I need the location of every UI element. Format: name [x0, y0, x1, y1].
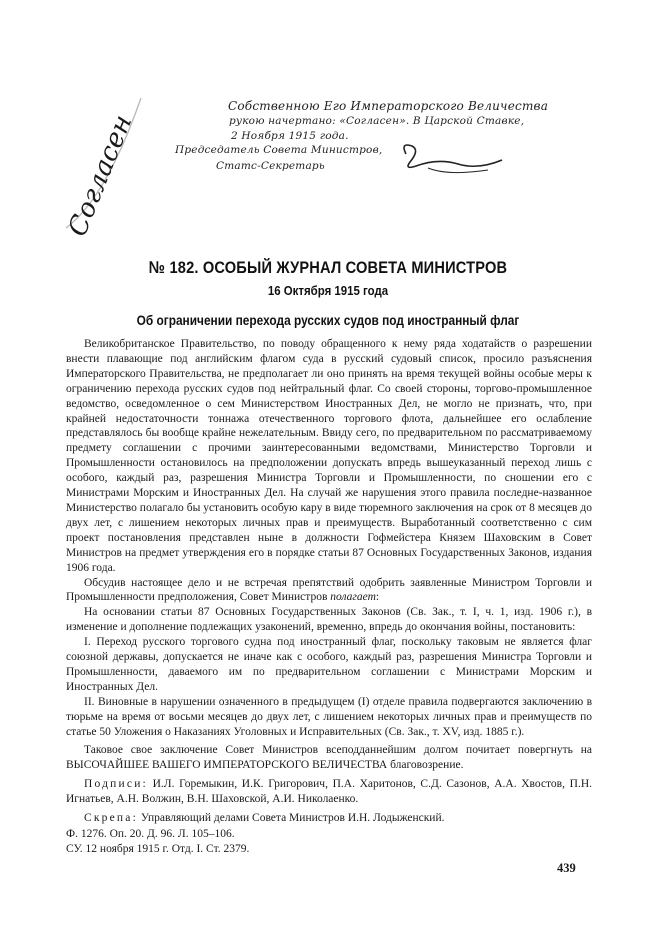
paragraph: [66, 576, 592, 606]
document-subtitle: Об ограничении перехода русских судов под иностранный флаг: [136, 313, 520, 328]
paragraph: I. Переход русского торгового судна под иностранный флаг, поскольку таковым не является флаг союзной державы, допускается не иначе как с особого, каждый раз, разрешения Министра Торговли и Промышленности, даваемого им по предварительном соглашении с Министрами Морским и Иностранных Дел.: [66, 636, 592, 693]
document-date: 16 Октября 1915 года: [267, 283, 389, 298]
verdict-word: полагает: [330, 591, 376, 604]
handwritten-line-2: рукою начертано: «Согласен». В Царской Ставке,: [229, 115, 525, 127]
handwritten-line-1: Собственною Его Императорского Величества: [228, 99, 549, 113]
resolution-word: Согласен: [62, 110, 139, 241]
archive-references: [66, 827, 249, 856]
handwritten-resolution: [46, 78, 196, 248]
paragraph: Таковое свое заключение Совет Министров всеподданнейшим долгом почитает повергнуть на ВЫСОЧАЙШЕЕ ВАШЕГО ИМПЕРАТОРСКОГО ВЕЛИЧЕСТВА благовозрение.: [66, 744, 592, 772]
archive-ref-2: СУ. 12 ноября 1915 г. Отд. I. Ст. 2379.: [66, 842, 250, 855]
handwritten-line-4: Председатель Совета Министров,: [175, 144, 383, 156]
paragraph-text: Обсудив настоящее дело и не встречая препятствий одобрить заявленные Министром Торговли и Промышленности предположения, Совет Министров: [66, 576, 592, 604]
page-number: 439: [557, 861, 576, 875]
paragraph-colon: :: [375, 591, 380, 604]
handwritten-line-5: Статс-Секретарь: [216, 160, 325, 172]
archive-ref-1: Ф. 1276. Оп. 20. Д. 96. Л. 105–106.: [66, 828, 235, 840]
signatures-text: И.Л. Горемыкин, И.К. Григорович, П.А. Харитонов, С.Д. Сазонов, А.А. Хвостов, П.Н. Игнатьев, А.Н. Волжин, В.Н. Шаховской, А.И. Николаенко.: [66, 778, 593, 806]
countersignature: [66, 811, 592, 826]
handwritten-line-3: 2 Ноября 1915 года.: [231, 130, 349, 142]
paragraph: II. Виновные в нарушении означенного в предыдущем (I) отделе правила подвергаются заключению в тюрьме на время от восьми месяцев до двух лет, с лишением некоторых личных прав и преимуществ по статье 50 Уложения о Наказаниях Уголовных и Исправительных (Св. Зак., т. XV, изд. 1885 г.).: [66, 695, 592, 738]
paragraph: На основании статьи 87 Основных Государственных Законов (Св. Зак., т. I, ч. 1, изд. 1906 г.), в изменение и дополнение подлежащих узаконений, временно, впредь до окончания войны, постановить:: [66, 606, 592, 634]
skrepa-text: Управляющий делами Совета Министров И.Н. Лодыженский.: [140, 812, 445, 825]
paragraph: Великобританское Правительство, по поводу обращенного к нему ряда ходатайств о разрешении внести плавающие под английским флагом суда в русский судовый список, просило разъяснения Императорского Правительства, не предполагает ли оно принять на время текущей войны особые меры к ограничению перехода русских судов под нейтральный флаг. Со своей стороны, торгово-промышленное ведомство, осведомленное о сем Министерством Иностранных Дел, не могло не признать, что, при крайней недостаточности тоннажа отечественного торгового флота, дальнейшее его ослабление представлялось бы вообще крайне нежелательным. Ввиду сего, по предварительном по рассматриваемому предмету соглашении с прочими заинтересованными ведомствами, Министерство Торговли и Промышленности остановилось на предположении допускать впредь вышеуказанный переход лишь с особого, каждый раз, разрешения Министра Торговли и Промышленности, по сношении его с Министрами Морским и Иностранных Дел. На случай же нарушения этого правила последне-названное Министерство полагало бы установить особую кару в виде тюремного заключения на срок от 8 месяцев до двух лет, с лишением некоторых личных прав и преимуществ. Выработанный соответственно с сим проект постановления представлен ныне в должности Гофмейстера Князем Шаховским в Совет Министров на предмет утверждения его в порядке статьи 87 Основных Государственных Законов, издания 1906 года.: [66, 338, 592, 574]
document-body: [66, 337, 592, 826]
skrepa-label: Скрепа:: [84, 812, 138, 825]
document-title: № 182. ОСОБЫЙ ЖУРНАЛ СОВЕТА МИНИСТРОВ: [148, 258, 508, 277]
signatures: [66, 777, 592, 807]
handwritten-signature: [398, 140, 508, 180]
signatures-label: Подписи:: [84, 778, 148, 791]
